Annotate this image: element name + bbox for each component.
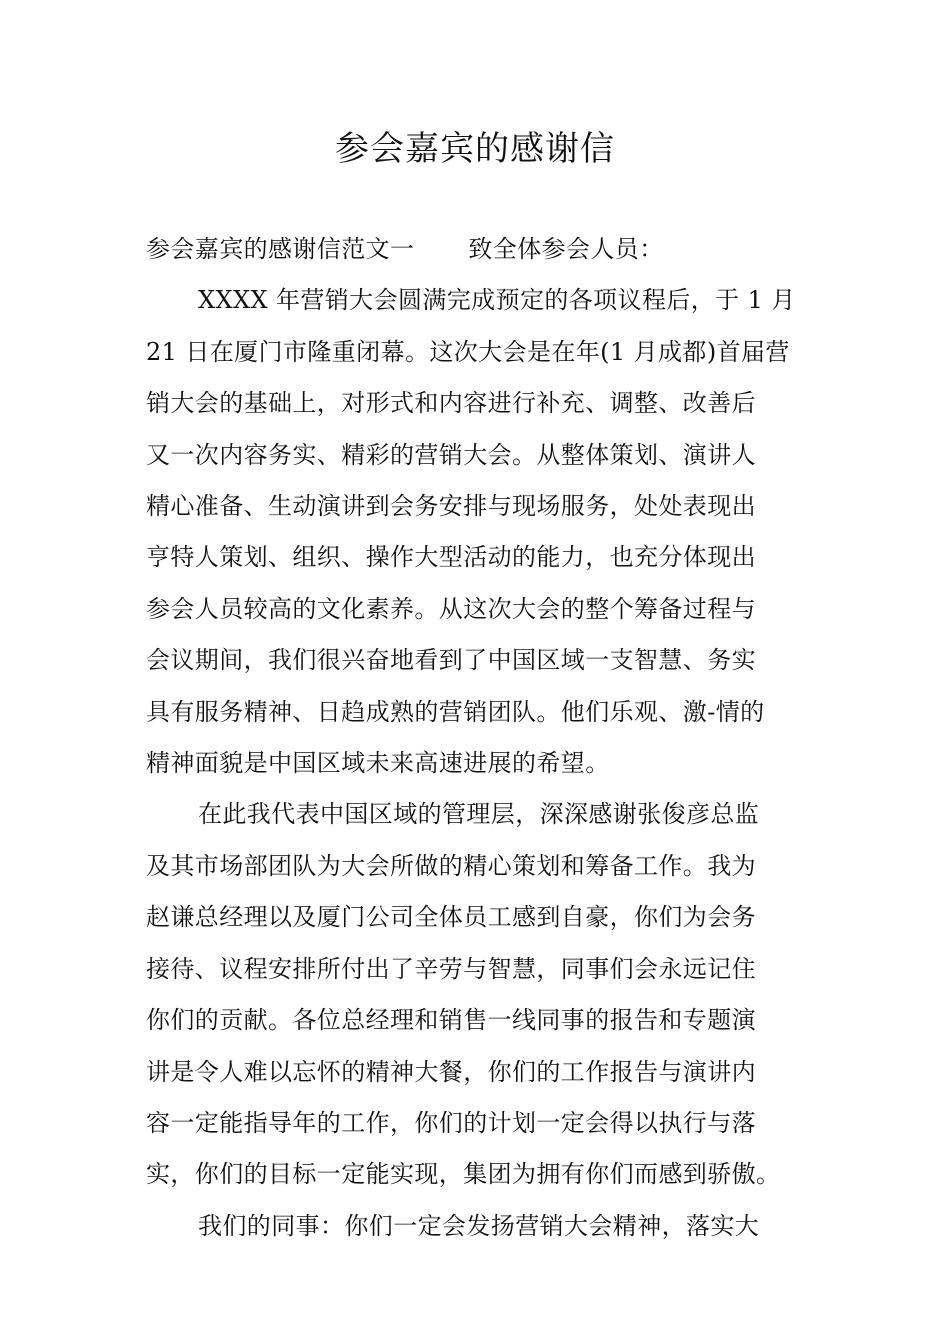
body-line: 21 日在厦门市隆重闭幕。这次大会是在年(1 月成都)首届营: [146, 337, 790, 366]
body-line: 亨特人策划、组织、操作大型活动的能力，也充分体现出: [146, 543, 756, 572]
subheading-right: 致全体参会人员：: [468, 235, 664, 263]
body-line-paragraph-start: 在此我代表中国区域的管理层，深深感谢张俊彦总监: [198, 800, 760, 829]
body-line: 讲是令人难以忘怀的精神大餐，你们的工作报告与演讲内: [146, 1057, 756, 1086]
body-line-paragraph-start: XXXX 年营销大会圆满完成预定的各项议程后，于 1 月: [198, 286, 796, 315]
body-line: 接待、议程安排所付出了辛劳与智慧，同事们会永远记住: [146, 954, 756, 983]
body-line: 赵谦总经理以及厦门公司全体员工感到自豪，你们为会务: [146, 903, 756, 932]
body-line: 销大会的基础上，对形式和内容进行补充、调整、改善后: [146, 389, 756, 418]
body-line-paragraph-start: 我们的同事：你们一定会发扬营销大会精神，落实大: [198, 1211, 760, 1240]
body-line: 及其市场部团队为大会所做的精心策划和筹备工作。我为: [146, 851, 756, 880]
body-line: 实，你们的目标一定能实现，集团为拥有你们而感到骄傲。: [146, 1160, 781, 1189]
subheading-line: [146, 224, 808, 275]
body-line: 会议期间，我们很兴奋地看到了中国区域一支智慧、务实: [146, 646, 756, 675]
body-line: 容一定能指导年的工作，你们的计划一定会得以执行与落: [146, 1108, 756, 1137]
body-line: 你们的贡献。各位总经理和销售一线同事的报告和专题演: [146, 1006, 756, 1035]
document-title: 参会嘉宾的感谢信: [335, 129, 615, 169]
body-line: 具有服务精神、日趋成熟的营销团队。他们乐观、激-情的: [146, 697, 765, 726]
body-line: 精神面貌是中国区域未来高速进展的希望。: [146, 749, 610, 778]
body-line: 参会人员较高的文化素养。从这次大会的整个筹备过程与: [146, 594, 756, 623]
document-body: [146, 224, 808, 1252]
body-line: 又一次内容务实、精彩的营销大会。从整体策划、演讲人: [146, 440, 756, 469]
subheading-left: 参会嘉宾的感谢信范文一: [146, 235, 415, 263]
body-line: 精心准备、生动演讲到会务安排与现场服务，处处表现出: [146, 492, 756, 521]
